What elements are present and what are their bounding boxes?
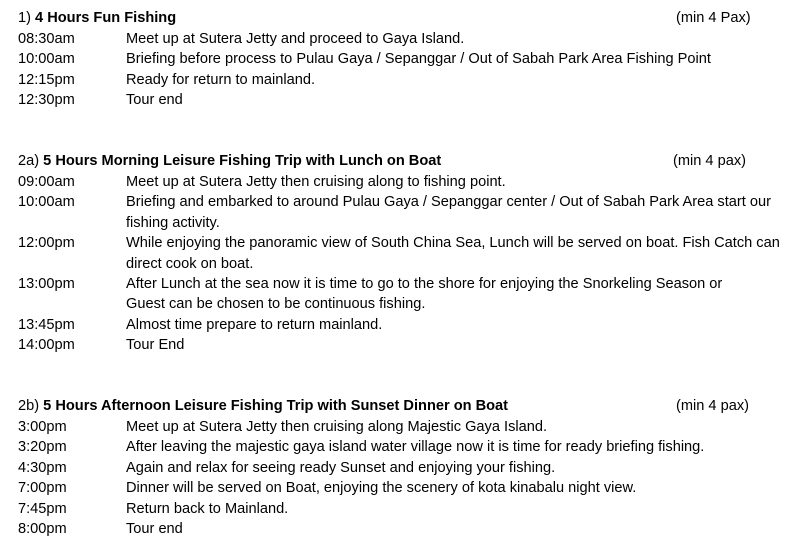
schedule-row — [18, 519, 788, 539]
section-title: 4 Hours Fun Fishing — [35, 10, 177, 26]
schedule-description: After leaving the majestic gaya island water village now it is time for ready briefing fishing. — [126, 439, 705, 456]
schedule-time: 8:00pm — [18, 521, 67, 538]
schedule-description: Dinner will be served on Boat, enjoying the scenery of kota kinabalu night view. — [126, 480, 637, 497]
schedule-description: Tour End — [126, 337, 185, 354]
section-title: 5 Hours Morning Leisure Fishing Trip with Lunch on Boat — [43, 153, 442, 169]
schedule-time: 7:00pm — [18, 480, 67, 497]
schedule-description: Briefing before process to Pulau Gaya / Sepanggar / Out of Sabah Park Area Fishing Point — [126, 51, 711, 68]
schedule-description: Meet up at Sutera Jetty then cruising along to fishing point. — [126, 174, 506, 190]
schedule-description: Meet up at Sutera Jetty and proceed to Gaya Island. — [126, 31, 465, 47]
schedule-description: Tour end — [126, 521, 183, 538]
schedule-time: 12:00pm — [18, 235, 75, 252]
schedule-row — [18, 233, 788, 274]
schedule-time: 08:30am — [18, 31, 75, 47]
section-4-hours-fun-fishing — [18, 8, 788, 111]
schedule-description: Again and relax for seeing ready Sunset and enjoying your fishing. — [126, 459, 556, 476]
schedule-time: 12:15pm — [18, 71, 75, 88]
schedule-row — [18, 417, 788, 437]
schedule-time: 7:45pm — [18, 500, 67, 517]
section-number: 2a) — [18, 153, 40, 169]
schedule-row — [18, 458, 788, 478]
schedule-row — [18, 192, 788, 233]
min-pax-note: (min 4 pax) — [673, 153, 746, 169]
schedule-time: 12:30pm — [18, 92, 75, 109]
schedule-row — [18, 90, 788, 110]
schedule-row — [18, 315, 788, 335]
schedule-time: 3:20pm — [18, 439, 67, 456]
section-heading — [18, 396, 788, 417]
section-title: 5 Hours Afternoon Leisure Fishing Trip with Sunset Dinner on Boat — [43, 398, 509, 414]
section-number: 2b) — [18, 398, 40, 414]
schedule-description: After Lunch at the sea now it is time to go to the shore for enjoying the Snorkeling Season or Guest can be chosen to be continuous fishing. — [126, 276, 723, 313]
section-heading — [18, 151, 788, 172]
schedule-description: Ready for return to mainland. — [126, 71, 316, 88]
schedule-time: 4:30pm — [18, 459, 67, 476]
schedule-description: Meet up at Sutera Jetty then cruising along Majestic Gaya Island. — [126, 419, 548, 435]
min-pax-note: (min 4 pax) — [676, 398, 749, 414]
schedule-time: 13:45pm — [18, 316, 75, 333]
schedule-row — [18, 172, 788, 192]
section-heading — [18, 8, 788, 29]
schedule-description: Tour end — [126, 92, 183, 109]
schedule-time: 3:00pm — [18, 419, 67, 435]
schedule-row — [18, 499, 788, 519]
schedule-description: While enjoying the panoramic view of South China Sea, Lunch will be served on boat. Fish Catch can direct cook on boat. — [126, 235, 780, 272]
section-afternoon-leisure-fishing — [18, 396, 788, 539]
schedule-time: 10:00am — [18, 51, 75, 68]
schedule-row — [18, 274, 788, 315]
schedule-row — [18, 29, 788, 49]
section-number: 1) — [18, 10, 31, 26]
min-pax-note: (min 4 Pax) — [676, 10, 751, 26]
section-morning-leisure-fishing — [18, 151, 788, 356]
schedule-row — [18, 478, 788, 498]
schedule-time: 13:00pm — [18, 276, 75, 293]
schedule-description: Return back to Mainland. — [126, 500, 289, 517]
schedule-row — [18, 437, 788, 457]
schedule-row — [18, 70, 788, 90]
schedule-description: Almost time prepare to return mainland. — [126, 316, 383, 333]
schedule-time: 09:00am — [18, 174, 75, 190]
schedule-description: Briefing and embarked to around Pulau Gaya / Sepanggar center / Out of Sabah Park Area start our fishing activity. — [126, 194, 771, 231]
schedule-time: 14:00pm — [18, 337, 75, 354]
schedule-time: 10:00am — [18, 194, 75, 211]
schedule-row — [18, 335, 788, 355]
schedule-row — [18, 49, 788, 69]
